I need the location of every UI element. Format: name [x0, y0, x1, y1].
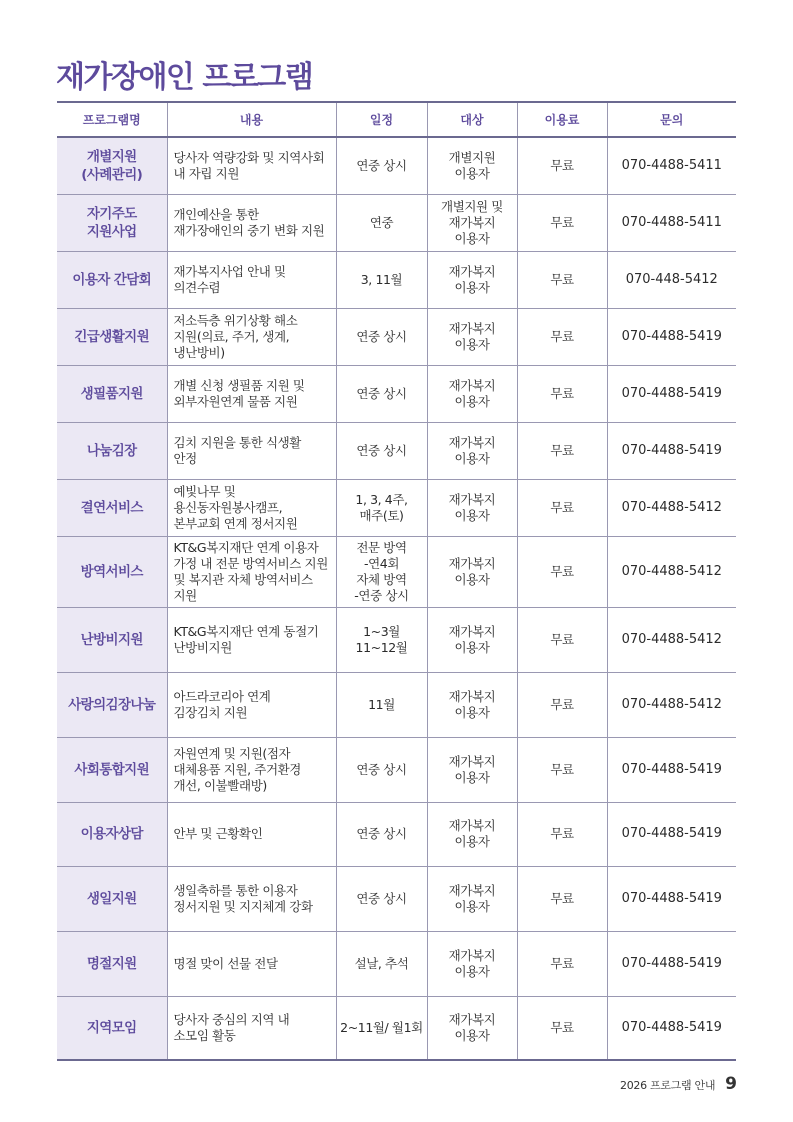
contact-text: 070-4488-5411: [621, 214, 722, 230]
page-title: 재가장애인 프로그램: [56, 60, 313, 95]
header-name: 프로그램명: [57, 102, 167, 137]
table-row: [57, 479, 736, 536]
content-text: 아드라코리아 연계 김장김치 지원: [173, 688, 271, 720]
cell-schedule: [336, 137, 427, 194]
fee-text: 무료: [550, 214, 574, 230]
contact-text: 070-4488-5419: [621, 328, 722, 344]
schedule-text: 연중 상시: [356, 826, 407, 841]
content-text: KT&G복지재단 연계 동절기 난방비지원: [173, 623, 319, 655]
cell-name: [57, 479, 167, 536]
fee-text: 무료: [550, 563, 574, 579]
content-text: KT&G복지재단 연계 이용자 가정 내 전문 방역서비스 지원 및 복지관 자체 방역서비스 지원: [173, 539, 328, 603]
schedule-text: 전문 방역 -연4회 자체 방역 -연중 상시: [354, 539, 409, 603]
name-text: 생필품지원: [80, 385, 143, 402]
schedule-text: 연중 상시: [356, 761, 407, 777]
cell-contact: [607, 251, 736, 308]
target-text: 개별지원 및 재가복지 이용자: [441, 198, 503, 246]
cell-content: [167, 672, 336, 737]
schedule-text: 1~3월 11~12월: [355, 623, 408, 655]
contact-text: 070-4488-5419: [621, 1019, 722, 1035]
fee-text: 무료: [550, 157, 574, 173]
cell-contact: [607, 737, 736, 802]
contact-text: 070-4488-5411: [621, 157, 722, 173]
cell-fee: [517, 737, 607, 802]
fee-text: 무료: [550, 696, 574, 712]
cell-content: [167, 422, 336, 479]
cell-content: [167, 737, 336, 802]
page-number: 9: [725, 1074, 737, 1094]
cell-content: [167, 137, 336, 194]
cell-name: [57, 672, 167, 737]
fee-text: 무료: [550, 890, 574, 906]
name-text: 방역서비스: [80, 563, 143, 580]
cell-content: [167, 607, 336, 672]
cell-content: [167, 931, 336, 996]
fee-text: 무료: [550, 1019, 574, 1035]
schedule-text: 11월: [368, 696, 395, 712]
cell-contact: [607, 931, 736, 996]
contact-text: 070-4488-5419: [621, 442, 722, 458]
cell-name: [57, 996, 167, 1060]
contact-text: 070-4488-5412: [621, 499, 722, 515]
cell-schedule: [336, 931, 427, 996]
cell-target: [427, 536, 517, 607]
cell-target: [427, 365, 517, 422]
name-text: 난방비지원: [80, 631, 143, 648]
target-text: 재가복지 이용자: [448, 818, 496, 849]
cell-fee: [517, 251, 607, 308]
content-text: 김치 지원을 통한 식생활 안정: [173, 434, 301, 466]
program-table: [57, 101, 736, 1061]
target-text: 재가복지 이용자: [448, 263, 496, 295]
cell-fee: [517, 308, 607, 365]
schedule-text: 연중 상시: [356, 442, 407, 458]
fee-text: 무료: [550, 385, 574, 401]
name-text: 생일지원: [86, 890, 137, 907]
cell-name: [57, 737, 167, 802]
content-text: 재가복지사업 안내 및 의견수렴: [173, 263, 286, 295]
cell-schedule: [336, 251, 427, 308]
fee-text: 무료: [550, 442, 574, 458]
name-text: 자기주도 지원사업: [86, 205, 137, 240]
cell-fee: [517, 866, 607, 931]
name-text: 개별지원 (사례관리): [81, 148, 143, 183]
name-text: 지역모임: [86, 1019, 137, 1036]
content-text: 당사자 중심의 지역 내 소모임 활동: [173, 1011, 290, 1043]
cell-schedule: [336, 308, 427, 365]
table-row: [57, 931, 736, 996]
cell-target: [427, 194, 517, 251]
header-contact: 문의: [607, 102, 736, 137]
fee-text: 무료: [550, 328, 574, 344]
fee-text: 무료: [550, 955, 574, 971]
cell-target: [427, 996, 517, 1060]
table-row: [57, 308, 736, 365]
contact-text: 070-4488-5419: [621, 385, 722, 401]
cell-target: [427, 251, 517, 308]
cell-fee: [517, 996, 607, 1060]
table-row: [57, 251, 736, 308]
table-row: [57, 866, 736, 931]
table-row: [57, 422, 736, 479]
contact-text: 070-4488-5419: [621, 955, 722, 971]
cell-contact: [607, 607, 736, 672]
contact-text: 070-4488-5412: [621, 631, 722, 647]
contact-text: 070-4488-5412: [621, 696, 722, 712]
content-text: 개인예산을 통한 재가장애인의 중기 변화 지원: [173, 206, 325, 238]
schedule-text: 2~11월/ 월1회: [340, 1019, 423, 1035]
cell-target: [427, 308, 517, 365]
table-body: [57, 137, 736, 1060]
fee-text: 무료: [550, 631, 574, 647]
cell-name: [57, 866, 167, 931]
cell-schedule: [336, 672, 427, 737]
cell-name: [57, 365, 167, 422]
cell-target: [427, 137, 517, 194]
table-row: [57, 672, 736, 737]
target-text: 재가복지 이용자: [448, 377, 496, 409]
content-text: 예빛나무 및 용신동자원봉사캠프, 본부교회 연계 정서지원: [173, 483, 298, 531]
schedule-text: 연중 상시: [356, 890, 407, 906]
table-row: [57, 536, 736, 607]
name-text: 이용자상담: [80, 826, 143, 842]
content-text: 명절 맞이 선물 전달: [173, 955, 278, 971]
cell-name: [57, 308, 167, 365]
table-row: [57, 802, 736, 866]
table-row: [57, 996, 736, 1060]
header-content: 내용: [167, 102, 336, 137]
content-text: 저소득층 위기상황 해소 지원(의료, 주거, 생계, 냉난방비): [173, 312, 298, 360]
cell-schedule: [336, 365, 427, 422]
cell-fee: [517, 479, 607, 536]
cell-content: [167, 479, 336, 536]
contact-text: 070-448-5412: [625, 271, 718, 287]
name-text: 명절지원: [86, 955, 137, 972]
header-schedule: 일정: [336, 102, 427, 137]
cell-target: [427, 479, 517, 536]
contact-text: 070-4488-5419: [621, 826, 722, 841]
table-row: [57, 194, 736, 251]
cell-name: [57, 607, 167, 672]
target-text: 재가복지 이용자: [448, 491, 496, 523]
target-text: 재가복지 이용자: [448, 555, 496, 587]
target-text: 재가복지 이용자: [448, 688, 496, 720]
cell-name: [57, 422, 167, 479]
cell-schedule: [336, 996, 427, 1060]
schedule-text: 연중: [369, 214, 394, 230]
cell-content: [167, 996, 336, 1060]
fee-text: 무료: [550, 826, 574, 841]
target-text: 재가복지 이용자: [448, 623, 496, 655]
content-text: 당사자 역량강화 및 지역사회 내 자립 지원: [173, 149, 325, 181]
cell-content: [167, 194, 336, 251]
table-row: [57, 137, 736, 194]
cell-contact: [607, 422, 736, 479]
content-text: 생일축하를 통한 이용자 정서지원 및 지지체계 강화: [173, 882, 313, 914]
cell-fee: [517, 536, 607, 607]
cell-fee: [517, 137, 607, 194]
target-text: 재가복지 이용자: [448, 434, 496, 466]
cell-target: [427, 802, 517, 866]
cell-schedule: [336, 422, 427, 479]
name-text: 사회통합지원: [74, 761, 150, 778]
cell-content: [167, 802, 336, 866]
cell-name: [57, 536, 167, 607]
target-text: 재가복지 이용자: [448, 947, 496, 979]
cell-contact: [607, 536, 736, 607]
cell-schedule: [336, 536, 427, 607]
page-footer: [620, 1074, 737, 1094]
cell-target: [427, 866, 517, 931]
cell-fee: [517, 607, 607, 672]
contact-text: 070-4488-5419: [621, 761, 722, 777]
schedule-text: 연중 상시: [356, 385, 407, 401]
table-row: [57, 737, 736, 802]
cell-contact: [607, 365, 736, 422]
fee-text: 무료: [550, 499, 574, 515]
contact-text: 070-4488-5419: [621, 890, 722, 906]
name-text: 이용자 간담회: [72, 271, 152, 288]
cell-content: [167, 866, 336, 931]
cell-target: [427, 737, 517, 802]
cell-fee: [517, 365, 607, 422]
cell-schedule: [336, 479, 427, 536]
cell-fee: [517, 931, 607, 996]
cell-contact: [607, 137, 736, 194]
cell-contact: [607, 308, 736, 365]
schedule-text: 연중 상시: [356, 157, 407, 173]
target-text: 개별지원 이용자: [448, 149, 496, 181]
target-text: 재가복지 이용자: [448, 882, 496, 914]
cell-name: [57, 137, 167, 194]
cell-schedule: [336, 194, 427, 251]
target-text: 재가복지 이용자: [448, 753, 496, 785]
cell-name: [57, 931, 167, 996]
content-text: 개별 신청 생필품 지원 및 외부자원연계 물품 지원: [173, 377, 305, 409]
header-fee: 이용료: [517, 102, 607, 137]
table-row: [57, 365, 736, 422]
name-text: 결연서비스: [80, 499, 143, 516]
cell-name: [57, 251, 167, 308]
target-text: 재가복지 이용자: [448, 320, 496, 352]
cell-schedule: [336, 866, 427, 931]
content-text: 안부 및 근황확인: [173, 826, 263, 841]
cell-name: [57, 194, 167, 251]
cell-name: [57, 802, 167, 866]
cell-target: [427, 607, 517, 672]
schedule-text: 연중 상시: [356, 328, 407, 344]
cell-content: [167, 365, 336, 422]
cell-fee: [517, 422, 607, 479]
schedule-text: 3, 11월: [360, 271, 403, 287]
fee-text: 무료: [550, 271, 574, 287]
cell-schedule: [336, 607, 427, 672]
cell-content: [167, 536, 336, 607]
fee-text: 무료: [550, 761, 574, 777]
cell-target: [427, 672, 517, 737]
cell-contact: [607, 479, 736, 536]
footer-label: 2026 프로그램 안내: [620, 1079, 716, 1092]
name-text: 긴급생활지원: [74, 328, 150, 345]
cell-fee: [517, 194, 607, 251]
schedule-text: 1, 3, 4주, 매주(토): [355, 491, 408, 523]
cell-content: [167, 308, 336, 365]
name-text: 사랑의김장나눔: [68, 696, 156, 713]
table-header-row: [57, 102, 736, 137]
cell-target: [427, 931, 517, 996]
cell-content: [167, 251, 336, 308]
header-target: 대상: [427, 102, 517, 137]
cell-target: [427, 422, 517, 479]
cell-contact: [607, 802, 736, 866]
content-text: 자원연계 및 지원(점자 대체용품 지원, 주거환경 개선, 이불빨래방): [173, 745, 301, 793]
cell-contact: [607, 996, 736, 1060]
cell-fee: [517, 802, 607, 866]
cell-schedule: [336, 802, 427, 866]
contact-text: 070-4488-5412: [621, 563, 722, 579]
cell-fee: [517, 672, 607, 737]
name-text: 나눔김장: [86, 442, 137, 459]
cell-contact: [607, 194, 736, 251]
target-text: 재가복지 이용자: [448, 1011, 496, 1043]
table-row: [57, 607, 736, 672]
cell-contact: [607, 866, 736, 931]
cell-contact: [607, 672, 736, 737]
schedule-text: 설날, 추석: [354, 955, 409, 971]
cell-schedule: [336, 737, 427, 802]
